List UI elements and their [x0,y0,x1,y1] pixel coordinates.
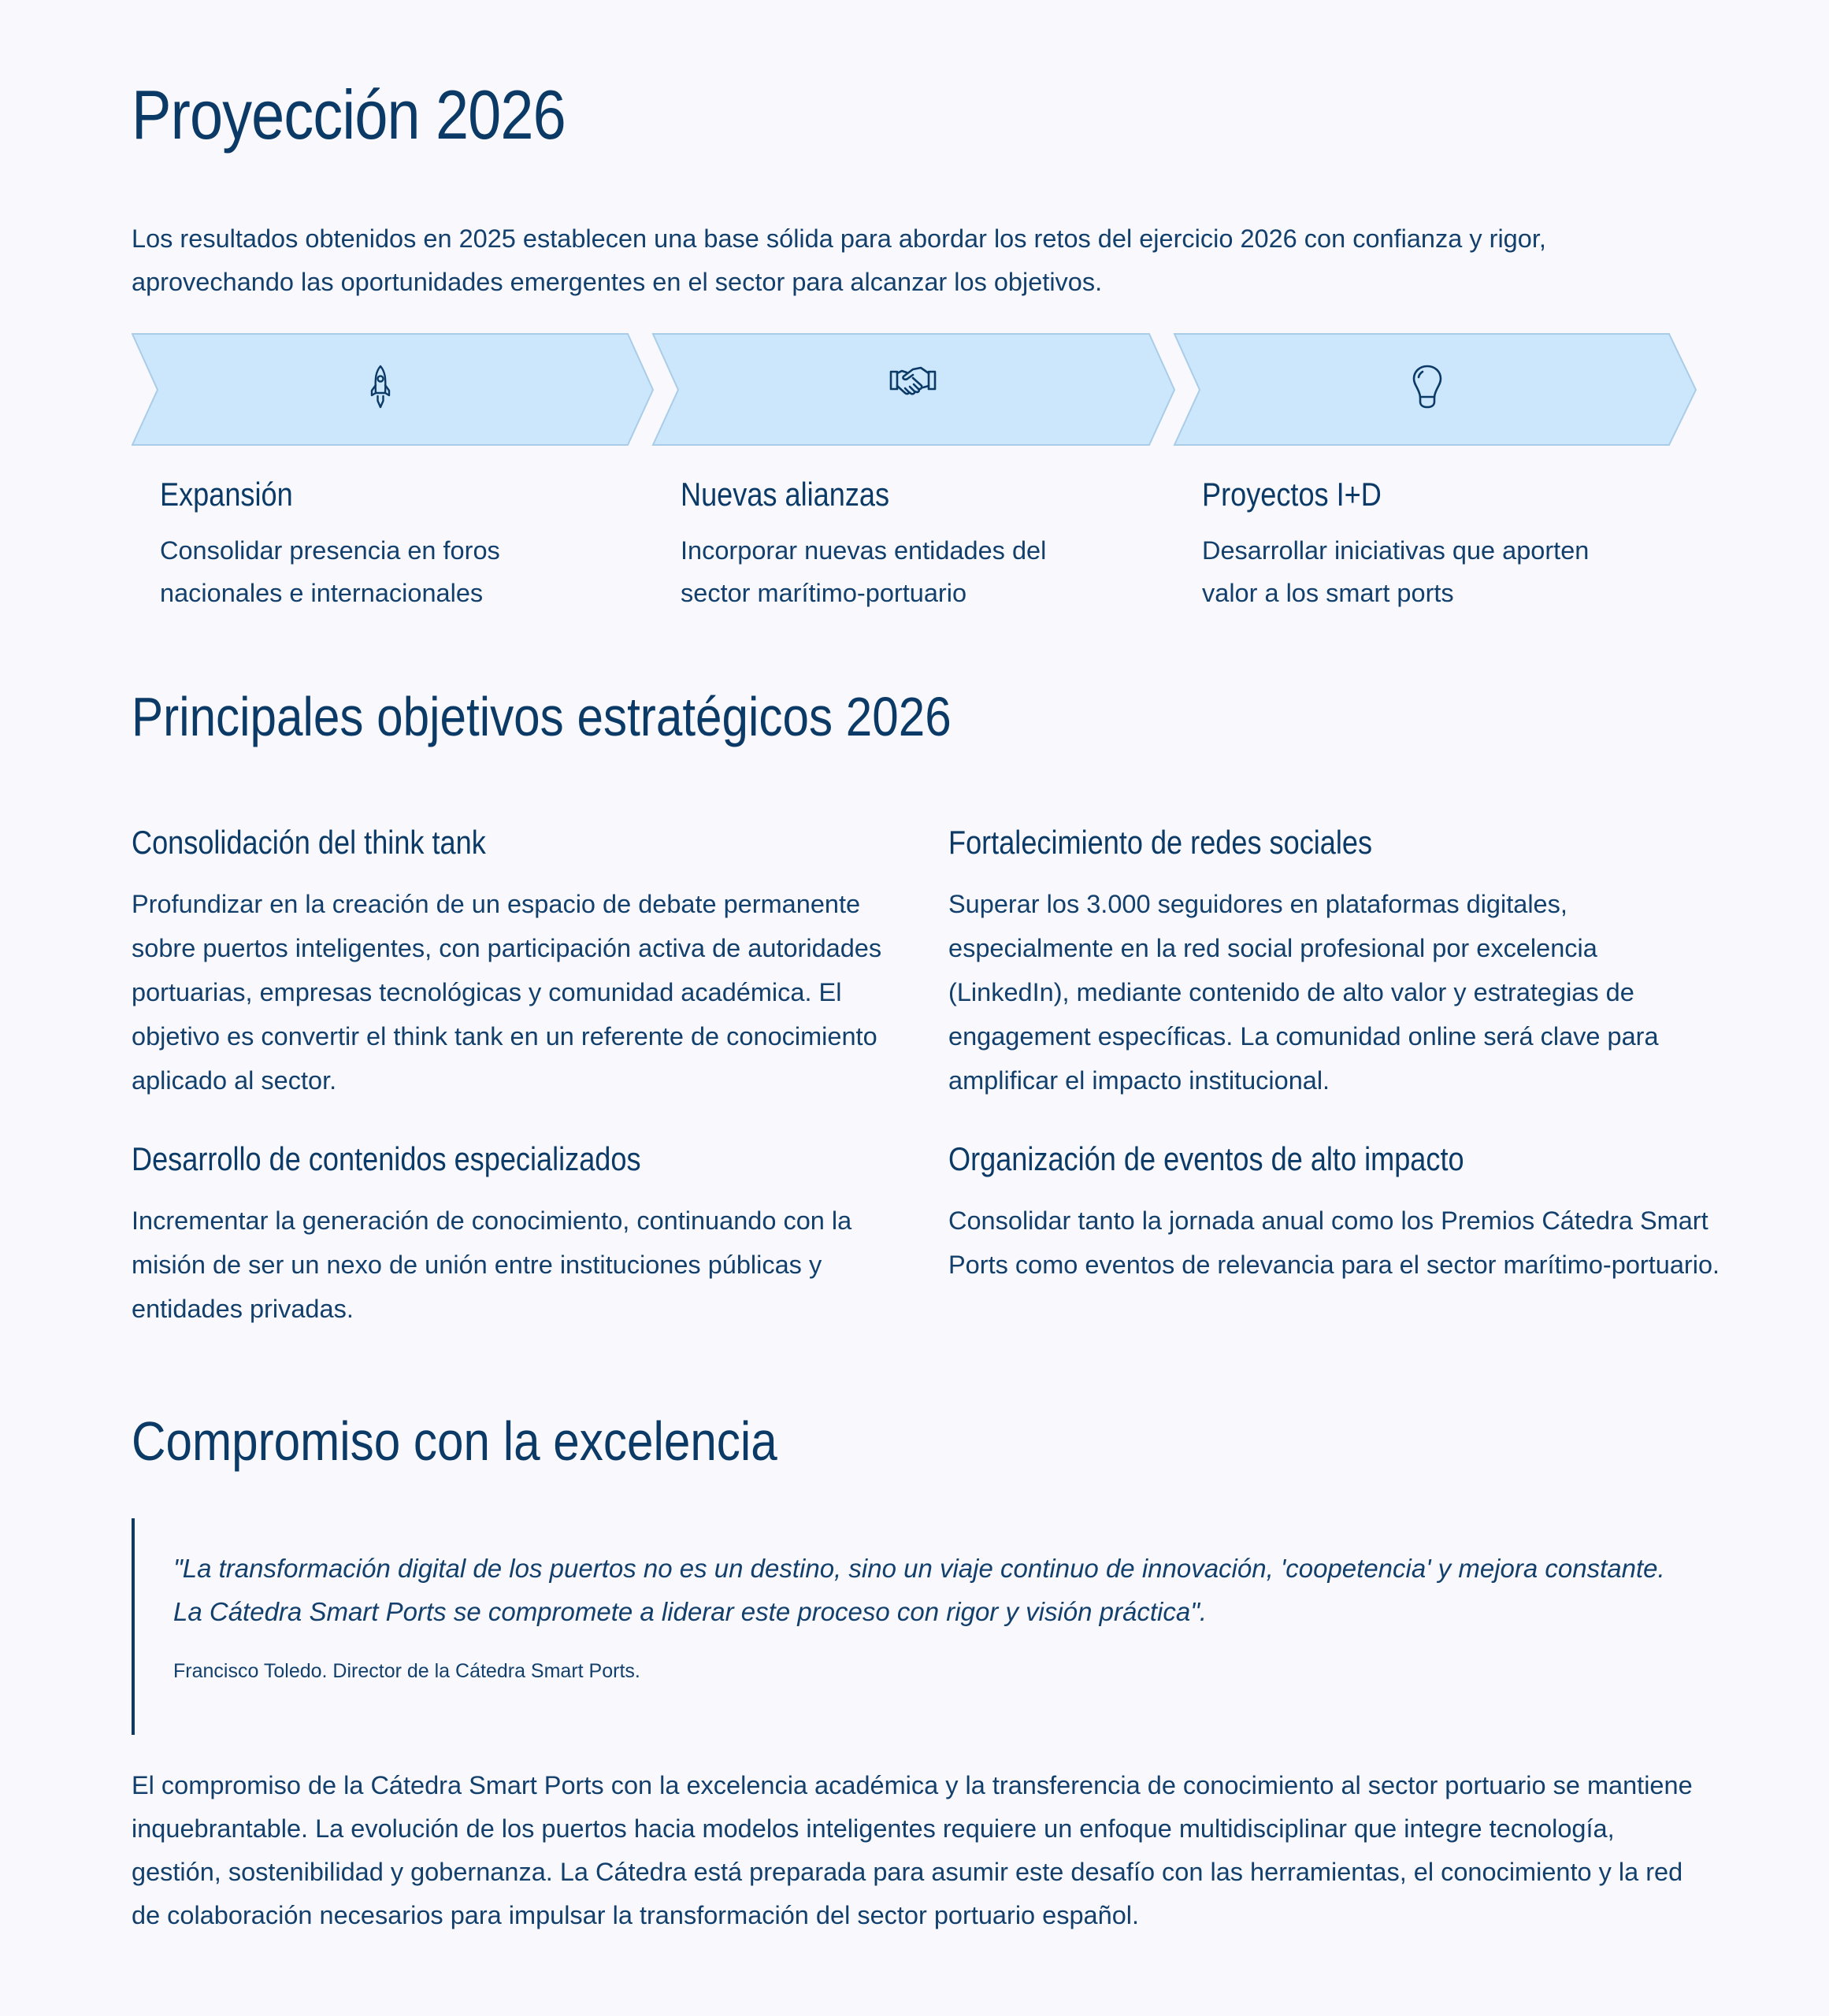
step-description: Desarrollar iniciativas que aporten valor a los smart ports [1202,536,1590,607]
step-alliances [681,471,1122,614]
intro-paragraph: Los resultados obtenidos en 2025 establecen una base sólida para abordar los retos del ejercicio 2026 con confianza y rigor, aprovechando las oportunidades emergentes en el sector para alcanzar los objetivos. [132,224,1546,296]
step-title: Nuevas alianzas [681,476,890,513]
objective-title: Organización de eventos de alto impacto [948,1140,1464,1177]
closing-paragraph: El compromiso de la Cátedra Smart Ports con la excelencia académica y la transferencia de conocimiento al sector portuario se mantiene inquebrantable. La evolución de los puertos hacia modelos inteligentes requiere un enfoque multidisciplinar que integre tecnología, gestión, sostenibilidad y gobernanza. La Cátedra está preparada para asumir este desafío con las herramientas, el conocimiento y la red de colaboración necesarios para impulsar la transformación del sector portuario español. [132,1771,1693,1929]
objective-events [948,1136,1720,1287]
objective-text: Incrementar la generación de conocimiento, continuando con la misión de ser un nexo de unión entre instituciones públicas y entidades privadas. [132,1206,852,1323]
step-description: Consolidar presencia en foros nacionales e internacionales [160,536,500,607]
step-rd-projects [1202,471,1643,614]
objective-text: Superar los 3.000 seguidores en plataformas digitales, especialmente en la red social profesional por excelencia (LinkedIn), mediante contenido de alto valor y estrategias de engagement específicas. La comunidad online será clave para amplificar el impacto institucional. [948,890,1659,1095]
objective-text: Profundizar en la creación de un espacio de debate permanente sobre puertos inteligentes, con participación activa de autoridades portuarias, empresas tecnológicas y comunidad académica. El objetivo es convertir el think tank en un referente de conocimiento aplicado al sector. [132,890,882,1095]
objective-text: Consolidar tanto la jornada anual como los Premios Cátedra Smart Ports como eventos de relevancia para el sector marítimo-portuario. [948,1206,1720,1279]
commitment-heading: Compromiso con la excelencia [132,1410,777,1472]
step-description: Incorporar nuevas entidades del sector marítimo-portuario [681,536,1047,607]
lightbulb-icon [1411,364,1461,414]
process-chevrons [132,332,1699,447]
rocket-icon [369,364,419,414]
quote-author: Francisco Toledo. Director de la Cátedra Smart Ports. [173,1660,640,1682]
objective-content [132,1136,888,1331]
handshake-icon [889,364,940,414]
step-title: Proyectos I+D [1202,476,1382,513]
step-expansion [160,471,601,614]
objective-title: Desarrollo de contenidos especializados [132,1140,641,1177]
director-quote [132,1518,1699,1735]
quote-text: "La transformación digital de los puertos no es un destino, sino un viaje continuo de innovación, 'coopetencia' y mejora constante. La Cátedra Smart Ports se compromete a liderar este proceso con rigor y visión práctica". [173,1554,1665,1626]
objective-title: Consolidación del think tank [132,824,486,861]
step-title: Expansión [160,476,293,513]
objectives-heading: Principales objetivos estratégicos 2026 [132,686,952,747]
objective-think-tank [132,819,888,1102]
objective-title: Fortalecimiento de redes sociales [948,824,1373,861]
objective-social-media [948,819,1705,1102]
page-title: Proyección 2026 [132,76,566,154]
